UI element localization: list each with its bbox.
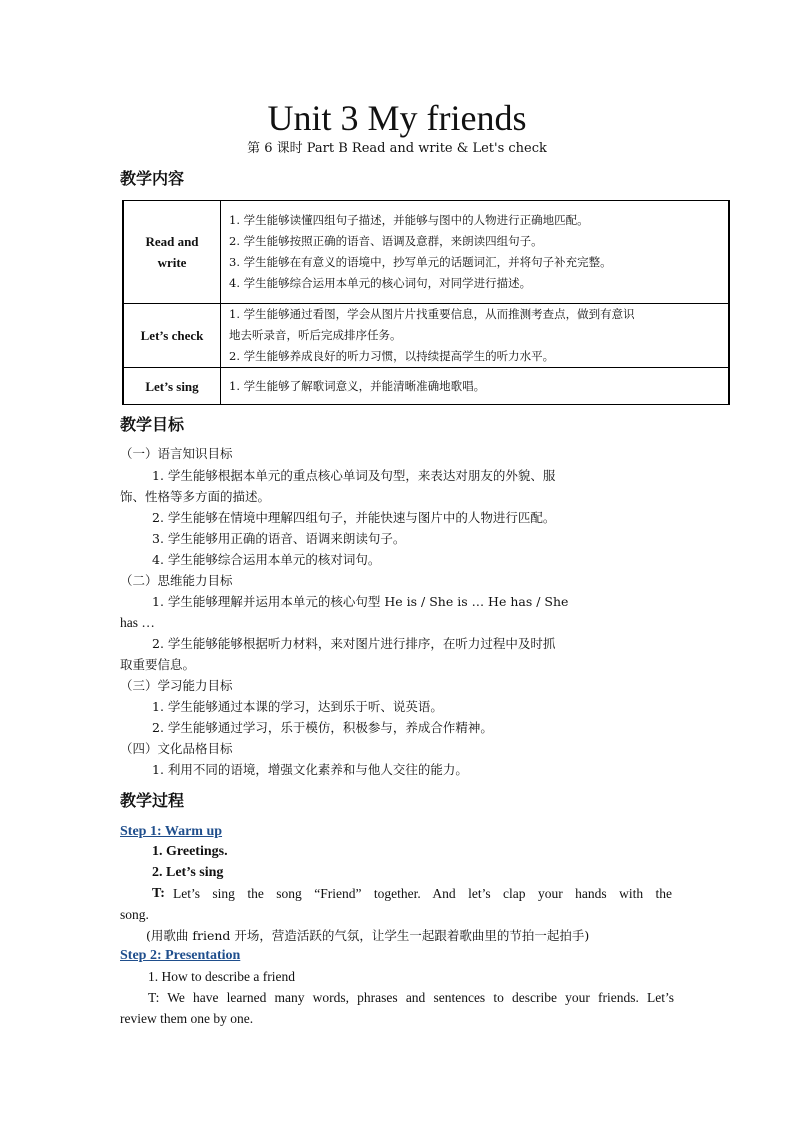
content-line: 2. 学生能够养成良好的听力习惯，以持续提高学生的听力水平。: [229, 349, 555, 363]
document-title: Unit 3 My friends: [267, 98, 527, 138]
content-table: [122, 200, 730, 405]
teacher-line: [152, 884, 672, 904]
objective-item: 1. 利用不同的语境，增强文化素养和与他人交往的能力。: [152, 762, 468, 777]
process-note: (用歌曲 friend 开场，营造活跃的气氛，让学生一起跟着歌曲里的节拍一起拍手): [146, 928, 590, 943]
table-row: [123, 304, 729, 368]
row-content: [221, 201, 730, 304]
lesson-subtitle: 第 6 课时 Part B Read and write & Let's check: [247, 141, 547, 156]
teacher-label: T:: [152, 886, 165, 901]
objective-item-cont: 饰、性格等多方面的描述。: [120, 489, 271, 504]
process-item: 1. Greetings.: [152, 844, 228, 859]
objective-item-cont: has …: [120, 615, 155, 630]
objective-group-heading: （四）文化品格目标: [120, 741, 233, 756]
objective-item: 2. 学生能够能够根据听力材料，来对图片进行排序，在听力过程中及时抓: [152, 636, 556, 651]
content-line: 4. 学生能够综合运用本单元的核心词句，对同学进行描述。: [229, 276, 532, 290]
objective-item: 4. 学生能够综合运用本单元的核对词句。: [152, 552, 381, 567]
row-label-text: Read and write: [145, 234, 199, 270]
objective-item: 1. 学生能够通过本课的学习，达到乐于听、说英语。: [152, 699, 443, 714]
content-line: 地去听录音，听后完成排序任务。: [229, 328, 402, 342]
objective-item: 2. 学生能够通过学习，乐于模仿，积极参与，养成合作精神。: [152, 720, 493, 735]
step-heading-warm-up: Step 1: Warm up: [120, 824, 223, 839]
process-item: 2. Let’s sing: [152, 865, 224, 880]
row-label: Let’s sing: [123, 368, 221, 405]
content-line: 3. 学生能够在有意义的语境中，抄写单元的话题词汇，并将句子补充完整。: [229, 255, 612, 269]
objective-group-heading: （三）学习能力目标: [120, 678, 233, 693]
table-row: [123, 201, 729, 304]
section-heading-objectives: 教学目标: [120, 415, 185, 434]
objective-group-heading: （一）语言知识目标: [120, 446, 233, 461]
content-line: 1. 学生能够通过看图，学会从图片片找重要信息，从而推测考查点，做到有意识: [229, 307, 635, 321]
objective-item-cont: 取重要信息。: [120, 657, 196, 672]
process-item: 1. How to describe a friend: [148, 969, 295, 984]
row-label: [123, 201, 221, 304]
teacher-text-cont: review them one by one.: [120, 1011, 254, 1026]
content-line: 1. 学生能够读懂四组句子描述，并能够与图中的人物进行正确地匹配。: [229, 213, 589, 227]
objective-item: 3. 学生能够用正确的语音、语调来朗读句子。: [152, 531, 406, 546]
section-heading-content: 教学内容: [120, 169, 185, 188]
objective-group-heading: （二）思维能力目标: [120, 573, 233, 588]
content-line: 1. 学生能够了解歌词意义，并能清晰准确地歌唱。: [229, 378, 486, 393]
objective-item: 1. 学生能够根据本单元的重点核心单词及句型，来表达对朋友的外貌、服: [152, 468, 556, 483]
step-heading-presentation: Step 2: Presentation: [120, 948, 241, 963]
teacher-text-cont: song.: [120, 907, 149, 922]
row-content: [221, 304, 730, 368]
row-content: [221, 368, 730, 405]
section-heading-process: 教学过程: [120, 791, 185, 810]
row-label: Let’s check: [123, 304, 221, 368]
content-line: 2. 学生能够按照正确的语音、语调及意群，来朗读四组句子。: [229, 234, 543, 248]
objective-item: 2. 学生能够在情境中理解四组句子，并能快速与图片中的人物进行匹配。: [152, 510, 556, 525]
teacher-text: Let’s sing the song “Friend” together. And let’s clap your hands with the: [172, 886, 672, 901]
teacher-text: T: We have learned many words, phrases and sentences to describe your friends. Let’s: [148, 990, 674, 1005]
objective-item: 1. 学生能够理解并运用本单元的核心句型 He is / She is … He has / She: [152, 594, 569, 609]
table-row: [123, 368, 729, 405]
